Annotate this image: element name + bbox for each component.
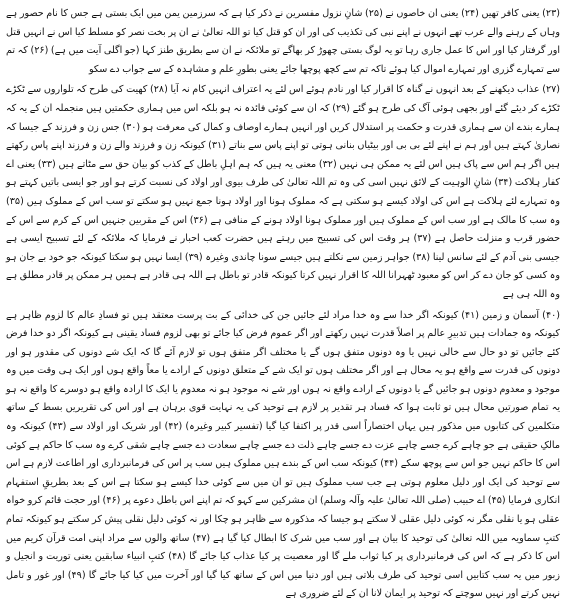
footnote-paragraph-3: (۴۰) آسمان و زمین (۴۱) کیونکہ اگر خدا سے وہ خدا مراد لئے جائیں جن کی خدائی کے بت پرست معتقد ہیں تو فسادِ عالم کا لزوم ظاہر ہے کیونکہ وہ جمادات ہیں تدبیرِ عالم پر اصلاً قدرت نہیں رکھتے اور اگر عموم فرض کیا جائے تو بھی لزوم فساد یقینی ہے کیونکہ اگر دو خدا فرض کئے جائیں تو دو حال سے خالی نہیں یا وہ دونوں متفق ہوں گے یا مختلف اگر متفق ہوں تو لازم آئے گا کہ ایک شے دونوں کی مقدور ہو اور دونوں کی قدرت سے واقع ہو یہ محال ہے اور اگر مختلف ہوں تو ایک شے کے متعلق دونوں کے ارادے یا معاً واقع ہوں اور ایک ہی وقت میں وہ موجود و معدوم دونوں ہو جائیں گے یا دونوں کے ارادے واقع نہ ہوں اور شے نہ موجود ہو نہ معدوم یا ایک کا ارادہ واقع ہو دوسرے کا واقع نہ ہو یہ تمام صورتیں محال ہیں تو ثابت ہوا کہ فساد ہر تقدیر پر لازم ہے توحید کی یہ نہایت قوی برہان ہے اور اس کی تقریریں بسط کے ساتھ متکلمین کی کتابوں میں مذکور ہیں یہاں اختصاراً اسی قدر پر اکتفا کیا گیا (تفسیر کبیر وغیرہ) (۴۲) اور شریک اور اولاد سے (۴۳) کیونکہ وہ مالکِ حقیقی ہے جو چاہے کرے جسے چاہے عزت دے جسے چاہے ذلت دے جسے چاہے سعادت دے جسے چاہے شقی کرے وہ سب کا حاکم ہے کوئی اس کا حاکم نہیں جو اس سے پوچھ سکے (۴۴) کیونکہ سب اس کے بندے ہیں مملوک ہیں سب پر اس کی فرمانبرداری اور اطاعت لازم ہے اس سے توحید کی ایک اور دلیل معلوم ہوتی ہے جب سب مملوک ہیں تو ان میں سے کوئی خدا کیسے ہو سکتا ہے اس کے بعد بطریقِ استفہام انکاری فرمایا (۴۵) اے حبیب (صلی اللہ تعالیٰ علیہ وآلہ وسلم) ان مشرکین سے کہو کہ تم اپنے اس باطل دعوے پر (۴۶) اور حجت قائم کرو خواہ عقلی ہو یا نقلی مگر نہ کوئی دلیل عقلی لا سکتے ہو جیسا کہ مذکورہ سے ظاہر ہو چکا اور نہ کوئی دلیل نقلی پیش کر سکتے ہو کیونکہ تمام کتبِ سماویہ میں اللہ تعالیٰ کی توحید کا بیان ہے اور سب میں شرک کا ابطال کیا گیا ہے (۴۷) ساتھ والوں سے مراد اپنی امت قرآن کریم میں اس کا ذکر ہے کہ اس کی فرمانبرداری پر کیا ثواب ملے گا اور معصیت پر کیا عذاب کیا جائے گا (۴۸) کتبِ انبیاء سابقین یعنی توریت و انجیل و زبور میں یہ سب کتابیں اسی توحید کی طرف بلاتی ہیں اور دنیا میں اس کے ساتھ کیا گیا اور آخرت میں کیا کیا جائے گا (۴۹) اور غور و تامل نہیں کرتے اور نہیں سوچتے کہ توحید پر ایمان لانا ان کے لئے ضروری ہے bbox=[6, 307, 560, 604]
footnote-paragraph-2: (۲۷) عذاب دیکھنے کے بعد انہوں نے گناہ کا اقرار کیا اور نادم ہوئے اس لئے یہ اعتراف انہیں کام نہ آیا (۲۸) کھیت کی طرح کہ تلواروں سے ٹکڑے ٹکڑے کر دیئے گئے اور بجھی ہوئی آگ کی طرح ہو گئے (۲۹) کہ ان سے کوئی فائدہ نہ ہو بلکہ اس میں ہماری حکمتیں ہیں منجملہ ان کے یہ کہ ہمارے بندے ان سے ہماری قدرت و حکمت پر استدلال کریں اور انہیں ہمارے اوصاف و کمال کی معرفت ہو (۳۰) جس زن و فرزند کے جیسا کہ نصاریٰ کہتے ہیں اور ہم نے اپنے لئے بی بی اور بیٹیاں بنانی ہوتی تو اپنے پاس سے بناتے (۳۱) کیونکہ زن و فرزند والے زن و فرزند اپنے پاس رکھتے ہیں اگر ہم اس سے پاک ہیں اس لئے یہ ممکن ہی نہیں (۳۲) معنی یہ ہیں کہ ہم اہلِ باطل کے کذب کو بیان حق سے مٹاتے ہیں (۳۳) یعنی اے کفار ہلاکت (۳۴) شانِ الوہیت کے لائق نہیں اسی کی وہ تم اللہ تعالیٰ کی طرف بیوی اور اولاد کی نسبت کرتے ہو اور جو ایسی باتیں کہتے ہو وہ تمہارے لئے ہلاکت ہے اس کی اولاد کیسے ہو سکتی ہے کہ مملوک ہونا اور اولاد ہونا جمع نہیں ہو سکتے تو سب اس کے مملوک ہیں (۳۵) وہ سب کا مالک ہے اور سب اس کے مملوک ہیں اور مملوک ہونا اولاد ہونے کے منافی ہے (۳۶) اس کے مقربین جنہیں اس کے کرم سے اس کے حضور قرب و منزلت حاصل ہے (۳۷) ہر وقت اس کی تسبیح میں رہتے ہیں حضرت کعب احبار نے فرمایا کہ ملائکہ کے لئے تسبیح ایسی ہے جیسی بنی آدم کے لئے سانس لینا (۳۸) جواہر زمین سے نکلتے ہیں جیسے سونا چاندی وغیرہ (۳۹) ایسا نہیں ہو سکتا کیونکہ جو خود بے جان ہو وہ کسی کو جان دے کر اس کو معبود ٹھہرانا اللہ کا اقرار نہیں کرتا کیونکہ قادر تو باطل ہے اللہ ہی قادر ہے ہمیں ہر ممکن پر قادر مطلق ہے وہ اللہ ہی ہے bbox=[6, 81, 560, 304]
footnote-paragraph-1: (۲۳) یعنی کافر تھیں (۲۴) یعنی ان خاصوں نے (۲۵) شانِ نزول مفسرین نے ذکر کیا ہے کہ سرزمین یمن میں ایک بستی ہے جس کا نام حصور ہے وہاں کے رہنے والے عرب تھے انہوں نے اپنے نبی کی تکذیب کی اور ان کو قتل کیا تو اللہ تعالیٰ نے ان پر بخت نصر کو مسلط کیا اس نے انہیں قتل اور گرفتار کیا اور اس کا عمل جاری رہا تو یہ لوگ بستی چھوڑ کر بھاگے تو ملائکہ نے ان سے بطریق طنز کہا (جو اگلی آیت میں ہے) (۲۶) کہ تم سے تمہارے گزری اور تمہارے اموال کیا ہوئے تاکہ تم سے کچھ پوچھا جائے یعنی بطورِ علم و مشاہدہ کے سے جواب دے سکو bbox=[6, 5, 560, 79]
